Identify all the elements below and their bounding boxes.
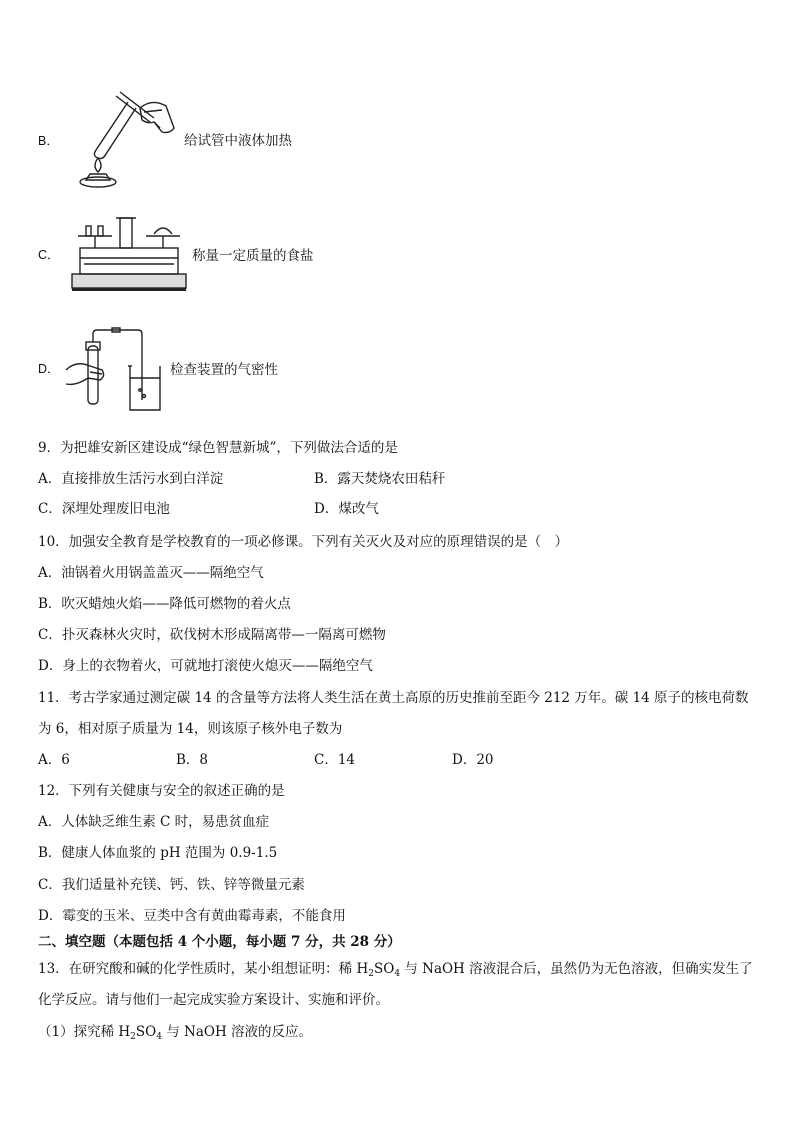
q13-line1: 13．在研究酸和碱的化学性质时，某小组想证明：稀 $H_2SO_4$ 与 NaOH 溶液混合后，虽然仍为无色溶液，但确实发生了 [38,961,753,979]
q10-option-b: B．吹灭蜡烛火焰——降低可燃物的着火点 [38,596,291,612]
q12-option-c: C．我们适量补充镁、钙、铁、锌等微量元素 [38,877,305,893]
option-c-caption: 称量一定质量的食盐 [192,248,314,264]
q11-stem-line2: 为 6，相对原子质量为 14，则该原子核外电子数为 [38,721,343,737]
airtightness-check-icon [62,326,166,414]
q9-option-a: A．直接排放生活污水到白洋淀 [38,471,224,487]
q11-option-d: D．20 [452,752,494,768]
q11-stem-line1: 11．考古学家通过测定碳 14 的含量等方法将人类生活在黄土高原的历史推前至距今 212 万年。碳 14 原子的核电荷数 [38,690,749,706]
q13-line2: 化学反应。请与他们一起完成实验方案设计、实施和评价。 [38,992,389,1008]
option-c-letter: C． [38,248,60,262]
q9-stem: 9．为把雄安新区建设成“绿色智慧新城”，下列做法合适的是 [38,440,398,456]
option-b-letter: B． [38,134,59,148]
option-d-letter: D． [38,362,60,376]
q13-subquestion-1: （1）探究稀 $H_2SO_4$ 与 NaOH 溶液的反应。 [38,1024,313,1042]
section-heading: 二、填空题（本题包括 4 个小题，每小题 7 分，共 28 分） [38,934,401,950]
q9-option-b: B．露天焚烧农田秸秆 [314,471,446,487]
test-tube-heating-icon [70,88,178,188]
q11-option-a: A．6 [38,752,70,768]
q12-option-a: A．人体缺乏维生素 C 时，易患贫血症 [38,814,270,830]
q10-option-a: A．油锅着火用锅盖盖灭——隔绝空气 [38,565,264,581]
q11-option-b: B．8 [176,752,209,768]
q12-stem: 12．下列有关健康与安全的叙述正确的是 [38,783,285,799]
q10-option-c: C．扑灭森林火灾时，砍伐树木形成隔离带—一隔离可燃物 [38,627,386,643]
q12-option-d: D．霉变的玉米、豆类中含有黄曲霉毒素，不能食用 [38,908,346,924]
balance-scale-icon [70,212,188,294]
q10-option-d: D．身上的衣物着火，可就地打滚使火熄灭——隔绝空气 [38,658,373,674]
option-d-caption: 检查装置的气密性 [170,362,278,378]
q10-stem: 10．加强安全教育是学校教育的一项必修课。下列有关灭火及对应的原理错误的是（ ） [38,534,569,550]
q9-option-d: D．煤改气 [314,501,379,517]
option-b-caption: 给试管中液体加热 [184,133,292,149]
q11-option-c: C．14 [314,752,356,768]
q9-option-c: C．深埋处理废旧电池 [38,501,170,517]
q12-option-b: B．健康人体血浆的 pH 范围为 0.9-1.5 [38,845,278,861]
